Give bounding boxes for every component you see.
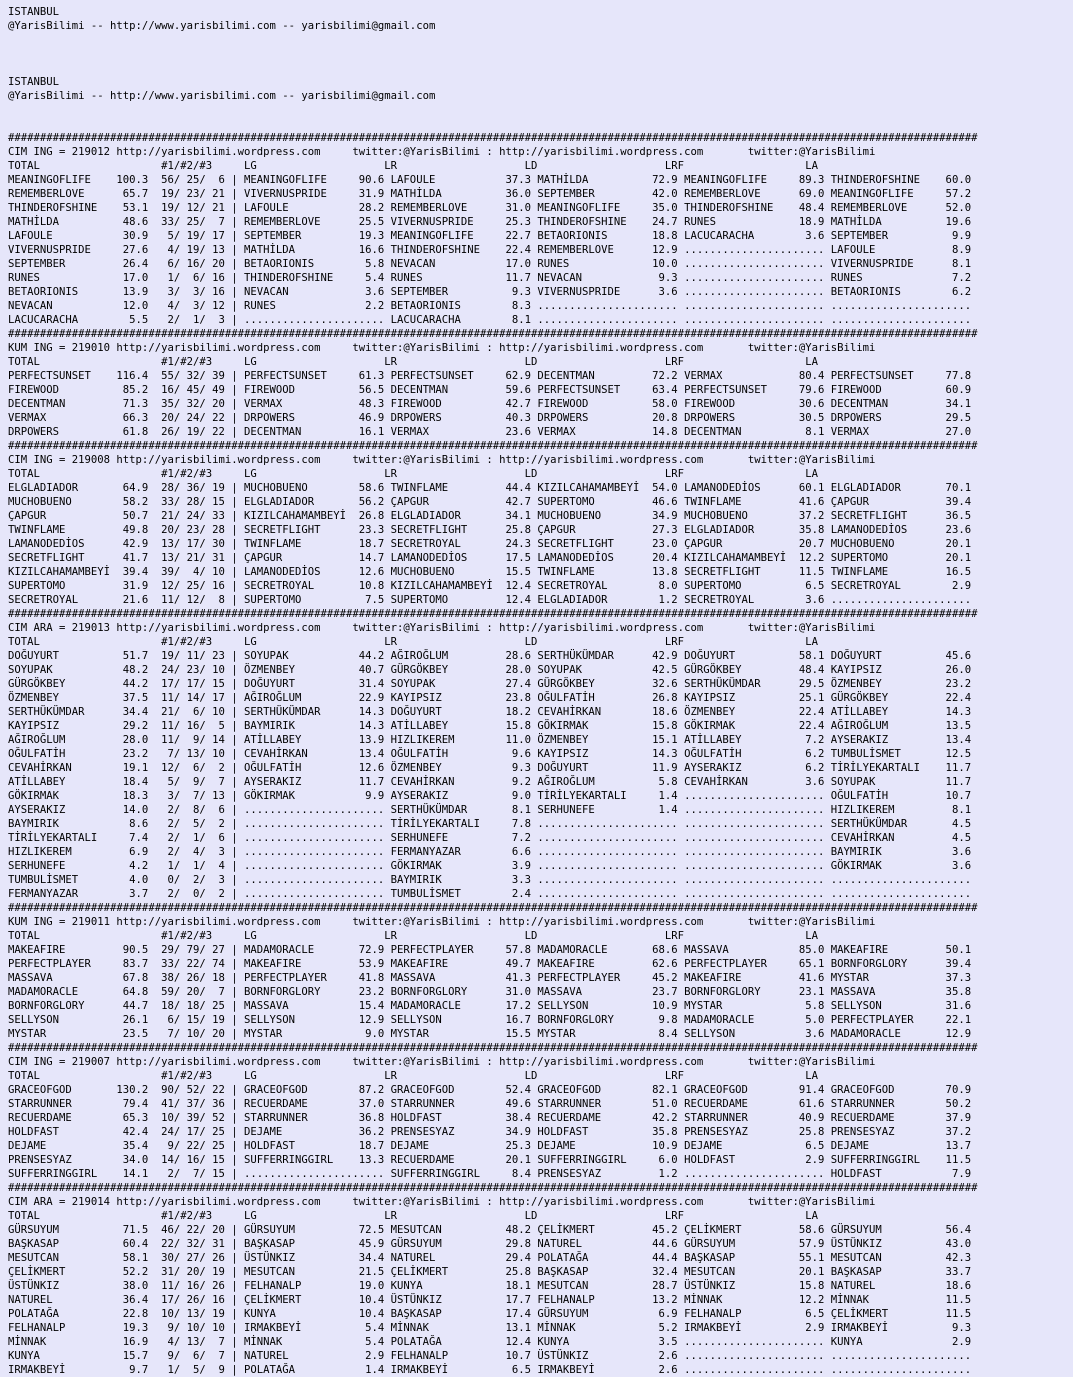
table-row: ATİLLABEY 18.4 5/ 9/ 7 | AYSERAKIZ 11.7 CEVAHİRKAN 9.2 AĞIROĞLUM 5.8 CEVAHİRKAN 3.6 SOYUPAK 11.7: [8, 776, 972, 788]
table-row: AYSERAKIZ 14.0 2/ 8/ 6 | ...................... SERTHÜKÜMDAR 8.1 SERHUNEFE 1.4 ...................... HIZLIKEREM 8.1: [8, 804, 972, 816]
table-row: POLATAĞA 22.8 10/ 13/ 19 | KUNYA 10.4 BAŞKASAP 17.4 GÜRSUYUM 6.9 FELHANALP 6.5 ÇELİKMERT 11.5: [8, 1308, 972, 1320]
table-row: HIZLIKEREM 6.9 2/ 4/ 3 | ...................... FERMANYAZAR 6.6 ...................... ...................... BAYMIRIK 3.6: [8, 846, 972, 858]
table-row: TİRİLYEKARTALI 7.4 2/ 1/ 6 | ...................... SERHUNEFE 7.2 ...................... ...................... CEVAHİRKAN 4.5: [8, 832, 972, 844]
table-row: FIREWOOD 85.2 16/ 45/ 49 | FIREWOOD 56.5 DECENTMAN 59.6 PERFECTSUNSET 63.4 PERFECTSUNSET 79.6 FIREWOOD 60.9: [8, 384, 972, 396]
table-row: FELHANALP 19.3 9/ 10/ 10 | IRMAKBEYİ 5.4 MİNNAK 13.1 MİNNAK 5.2 IRMAKBEYİ 2.9 IRMAKBEYİ 9.3: [8, 1322, 972, 1334]
table-row: VIVERNUSPRIDE 27.6 4/ 19/ 13 | MATHİLDA 16.6 THINDEROFSHINE 22.4 REMEMBERLOVE 12.9 ...................... LAFOULE 8.9: [8, 244, 972, 256]
table-row: LAMANODEDİOS 42.9 13/ 17/ 30 | TWINFLAME 18.7 SECRETROYAL 24.3 SECRETFLIGHT 23.0 ÇAPGUR 20.7 MUCHOBUENO 20.1: [8, 538, 972, 550]
table-row: GRACEOFGOD 130.2 90/ 52/ 22 | GRACEOFGOD 87.2 GRACEOFGOD 52.4 GRACEOFGOD 82.1 GRACEOFGOD 91.4 GRACEOFGOD 70.9: [8, 1084, 972, 1096]
table-row: MASSAVA 67.8 38/ 26/ 18 | PERFECTPLAYER 41.8 MASSAVA 41.3 PERFECTPLAYER 45.2 MAKEAFIRE 41.6 MYSTAR 37.3: [8, 972, 972, 984]
table-row: MAKEAFIRE 90.5 29/ 79/ 27 | MADAMORACLE 72.9 PERFECTPLAYER 57.8 MADAMORACLE 68.6 MASSAVA 85.0 MAKEAFIRE 50.1: [8, 944, 972, 956]
table-row: SUFFERRINGGIRL 14.1 2/ 7/ 15 | ...................... SUFFERRINGGIRL 8.4 PRENSESYAZ 1.2 ...................... HOLDFAST 7.9: [8, 1168, 972, 1180]
table-row: VERMAX 66.3 20/ 24/ 22 | DRPOWERS 46.9 DRPOWERS 40.3 DRPOWERS 20.8 DRPOWERS 30.5 DRPOWERS 29.5: [8, 412, 972, 424]
table-row: DOĞUYURT 51.7 19/ 11/ 23 | SOYUPAK 44.2 AĞIROĞLUM 28.6 SERTHÜKÜMDAR 42.9 DOĞUYURT 58.1 DOĞUYURT 45.6: [8, 650, 972, 662]
table-row: IRMAKBEYİ 9.7 1/ 5/ 9 | POLATAĞA 1.4 IRMAKBEYİ 6.5 IRMAKBEYİ 2.6 ...................... ......................: [8, 1364, 972, 1376]
table-row: THINDEROFSHINE 53.1 19/ 12/ 21 | LAFOULE 28.2 REMEMBERLOVE 31.0 MEANINGOFLIFE 35.0 THINDEROFSHINE 48.4 REMEMBERLOVE 52.0: [8, 202, 972, 214]
section-separator: ########################################################################################################################################################: [8, 608, 978, 620]
column-header: TOTAL #1/#2/#3 LG LR LD LRF LA: [8, 1210, 819, 1222]
section-title: CIM ING = 219007 http://yarisbilimi.wordpress.com twitter:@YarisBilimi : http://yarisbilimi.wordpress.com twitter:@YarisBilimi: [8, 1056, 876, 1068]
table-row: PERFECTPLAYER 83.7 33/ 22/ 74 | MAKEAFIRE 53.9 MAKEAFIRE 49.7 MAKEAFIRE 62.6 PERFECTPLAYER 65.1 BORNFORGLORY 39.4: [8, 958, 972, 970]
header-line: [8, 33, 1073, 47]
table-row: NEVACAN 12.0 4/ 3/ 12 | RUNES 2.2 BETAORIONIS 8.3 ...................... ...................... ......................: [8, 300, 972, 312]
table-row: SERHUNEFE 4.2 1/ 1/ 4 | ...................... GÖKIRMAK 3.9 ...................... ...................... GÖKIRMAK 3.6: [8, 860, 972, 872]
table-row: SECRETFLIGHT 41.7 13/ 21/ 31 | ÇAPGUR 14.7 LAMANODEDİOS 17.5 LAMANODEDİOS 20.4 KIZILCAHAMAMBEYİ 12.2 SUPERTOMO 20.1: [8, 552, 972, 564]
table-row: SERTHÜKÜMDAR 34.4 21/ 6/ 10 | SERTHÜKÜMDAR 14.3 DOĞUYURT 18.2 CEVAHİRKAN 18.6 ÖZMENBEY 22.4 ATİLLABEY 14.3: [8, 706, 972, 718]
header-line: [8, 47, 1073, 61]
table-row: GÖKIRMAK 18.3 3/ 7/ 13 | GÖKIRMAK 9.9 AYSERAKIZ 9.0 TİRİLYEKARTALI 1.4 ...................... OĞULFATİH 10.7: [8, 790, 972, 802]
table-row: ÇELİKMERT 52.2 31/ 20/ 19 | MESUTCAN 21.5 ÇELİKMERT 25.8 BAŞKASAP 32.4 MESUTCAN 20.1 BAŞKASAP 33.7: [8, 1266, 972, 1278]
column-header: TOTAL #1/#2/#3 LG LR LD LRF LA: [8, 356, 819, 368]
table-row: LAFOULE 30.9 5/ 19/ 17 | SEPTEMBER 19.3 MEANINGOFLIFE 22.7 BETAORIONIS 18.8 LACUCARACHA 3.6 SEPTEMBER 9.9: [8, 230, 972, 242]
table-row: SEPTEMBER 26.4 6/ 16/ 20 | BETAORIONIS 5.8 NEVACAN 17.0 RUNES 10.0 ...................... VIVERNUSPRIDE 8.1: [8, 258, 972, 270]
table-row: BAŞKASAP 60.4 22/ 32/ 31 | BAŞKASAP 45.9 GÜRSUYUM 29.8 NATUREL 44.6 GÜRSUYUM 57.9 ÜSTÜNKIZ 43.0: [8, 1238, 972, 1250]
table-row: DEJAME 35.4 9/ 22/ 25 | HOLDFAST 18.7 DEJAME 25.3 DEJAME 10.9 DEJAME 6.5 DEJAME 13.7: [8, 1140, 972, 1152]
table-row: SOYUPAK 48.2 24/ 23/ 10 | ÖZMENBEY 40.7 GÜRGÖKBEY 28.0 SOYUPAK 42.5 GÜRGÖKBEY 48.4 KAYIPSIZ 26.0: [8, 664, 972, 676]
section-separator: ########################################################################################################################################################: [8, 440, 978, 452]
table-row: SUPERTOMO 31.9 12/ 25/ 16 | SECRETROYAL 10.8 KIZILCAHAMAMBEYİ 12.4 SECRETROYAL 8.0 SUPERTOMO 6.5 SECRETROYAL 2.9: [8, 580, 972, 592]
section-title: CIM ING = 219008 http://yarisbilimi.wordpress.com twitter:@YarisBilimi : http://yarisbilimi.wordpress.com twitter:@YarisBilimi: [8, 454, 876, 466]
table-row: MADAMORACLE 64.8 59/ 20/ 7 | BORNFORGLORY 23.2 BORNFORGLORY 31.0 MASSAVA 23.7 BORNFORGLORY 23.1 MASSAVA 35.8: [8, 986, 972, 998]
table-row: GÜRGÖKBEY 44.2 17/ 17/ 15 | DOĞUYURT 31.4 SOYUPAK 27.4 GÜRGÖKBEY 32.6 SERTHÜKÜMDAR 29.5 ÖZMENBEY 23.2: [8, 678, 972, 690]
table-row: TWINFLAME 49.8 20/ 23/ 28 | SECRETFLIGHT 23.3 SECRETFLIGHT 25.8 ÇAPGUR 27.3 ELGLADIADOR 35.8 LAMANODEDİOS 23.6: [8, 524, 972, 536]
table-row: BORNFORGLORY 44.7 18/ 18/ 25 | MASSAVA 15.4 MADAMORACLE 17.2 SELLYSON 10.9 MYSTAR 5.8 SELLYSON 31.6: [8, 1000, 972, 1012]
header-line: ISTANBUL: [8, 76, 60, 88]
section-title: KUM ING = 219011 http://yarisbilimi.wordpress.com twitter:@YarisBilimi : http://yarisbilimi.wordpress.com twitter:@YarisBilimi: [8, 916, 876, 928]
header-line: [8, 61, 1073, 75]
table-row: DRPOWERS 61.8 26/ 19/ 22 | DECENTMAN 16.1 VERMAX 23.6 VERMAX 14.8 DECENTMAN 8.1 VERMAX 27.0: [8, 426, 972, 438]
section-title: CIM ARA = 219013 http://yarisbilimi.wordpress.com twitter:@YarisBilimi : http://yarisbilimi.wordpress.com twitter:@YarisBilimi: [8, 622, 876, 634]
column-header: TOTAL #1/#2/#3 LG LR LD LRF LA: [8, 636, 819, 648]
table-row: PERFECTSUNSET 116.4 55/ 32/ 39 | PERFECTSUNSET 61.3 PERFECTSUNSET 62.9 DECENTMAN 72.2 VERMAX 80.4 PERFECTSUNSET 77.8: [8, 370, 972, 382]
table-row: KAYIPSIZ 29.2 11/ 16/ 5 | BAYMIRIK 14.3 ATİLLABEY 15.8 GÖKIRMAK 15.8 GÖKIRMAK 22.4 AĞIROĞLUM 13.5: [8, 720, 972, 732]
section-separator: ########################################################################################################################################################: [8, 1042, 978, 1054]
table-row: STARRUNNER 79.4 41/ 37/ 36 | RECUERDAME 37.0 STARRUNNER 49.6 STARRUNNER 51.0 RECUERDAME 61.6 STARRUNNER 50.2: [8, 1098, 972, 1110]
table-row: ELGLADIADOR 64.9 28/ 36/ 19 | MUCHOBUENO 58.6 TWINFLAME 44.4 KIZILCAHAMAMBEYİ 54.0 LAMANODEDİOS 60.1 ELGLADIADOR 70.1: [8, 482, 972, 494]
table-row: GÜRSUYUM 71.5 46/ 22/ 20 | GÜRSUYUM 72.5 MESUTCAN 48.2 ÇELİKMERT 45.2 ÇELİKMERT 58.6 GÜRSUYUM 56.4: [8, 1224, 972, 1236]
table-row: PRENSESYAZ 34.0 14/ 16/ 15 | SUFFERRINGGIRL 13.3 RECUERDAME 20.1 SUFFERRINGGIRL 6.0 HOLDFAST 2.9 SUFFERRINGGIRL 11.5: [8, 1154, 972, 1166]
table-row: AĞIROĞLUM 28.0 11/ 9/ 14 | ATİLLABEY 13.9 HIZLIKEREM 11.0 ÖZMENBEY 15.1 ATİLLABEY 7.2 AYSERAKIZ 13.4: [8, 734, 972, 746]
table-row: RUNES 17.0 1/ 6/ 16 | THINDEROFSHINE 5.4 RUNES 11.7 NEVACAN 9.3 ...................... RUNES 7.2: [8, 272, 972, 284]
section-title: CIM ING = 219012 http://yarisbilimi.wordpress.com twitter:@YarisBilimi : http://yarisbilimi.wordpress.com twitter:@YarisBilimi: [8, 146, 876, 158]
table-row: KIZILCAHAMAMBEYİ 39.4 39/ 4/ 10 | LAMANODEDİOS 12.6 MUCHOBUENO 15.5 TWINFLAME 13.8 SECRETFLIGHT 11.5 TWINFLAME 16.5: [8, 566, 972, 578]
table-row: TUMBULİSMET 4.0 0/ 2/ 3 | ...................... BAYMIRIK 3.3 ...................... ...................... ......................: [8, 874, 972, 886]
table-row: SELLYSON 26.1 6/ 15/ 19 | SELLYSON 12.9 SELLYSON 16.7 BORNFORGLORY 9.8 MADAMORACLE 5.0 PERFECTPLAYER 22.1: [8, 1014, 972, 1026]
table-row: MYSTAR 23.5 7/ 10/ 20 | MYSTAR 9.0 MYSTAR 15.5 MYSTAR 8.4 SELLYSON 3.6 MADAMORACLE 12.9: [8, 1028, 972, 1040]
header-line: @YarisBilimi -- http://www.yarisbilimi.com -- yarisbilimi@gmail.com: [8, 90, 436, 102]
section-separator: ########################################################################################################################################################: [8, 132, 978, 144]
table-row: MATHİLDA 48.6 33/ 25/ 7 | REMEMBERLOVE 25.5 VIVERNUSPRIDE 25.3 THINDEROFSHINE 24.7 RUNES 18.9 MATHİLDA 19.6: [8, 216, 972, 228]
table-row: BETAORIONIS 13.9 3/ 3/ 16 | NEVACAN 3.6 SEPTEMBER 9.3 VIVERNUSPRIDE 3.6 ...................... BETAORIONIS 6.2: [8, 286, 972, 298]
table-row: HOLDFAST 42.4 24/ 17/ 25 | DEJAME 36.2 PRENSESYAZ 34.9 HOLDFAST 35.8 PRENSESYAZ 25.8 PRENSESYAZ 37.2: [8, 1126, 972, 1138]
column-header: TOTAL #1/#2/#3 LG LR LD LRF LA: [8, 468, 819, 480]
table-row: MUCHOBUENO 58.2 33/ 28/ 15 | ELGLADIADOR 56.2 ÇAPGUR 42.7 SUPERTOMO 46.6 TWINFLAME 41.6 ÇAPGUR 39.4: [8, 496, 972, 508]
column-header: TOTAL #1/#2/#3 LG LR LD LRF LA: [8, 930, 819, 942]
header-line: [8, 117, 1073, 131]
section-separator: ########################################################################################################################################################: [8, 328, 978, 340]
table-row: MESUTCAN 58.1 30/ 27/ 26 | ÜSTÜNKIZ 34.4 NATUREL 29.4 POLATAĞA 44.4 BAŞKASAP 55.1 MESUTCAN 42.3: [8, 1252, 972, 1264]
section-title: KUM ING = 219010 http://yarisbilimi.wordpress.com twitter:@YarisBilimi : http://yarisbilimi.wordpress.com twitter:@YarisBilimi: [8, 342, 876, 354]
table-row: BAYMIRIK 8.6 2/ 5/ 2 | ...................... TİRİLYEKARTALI 7.8 ...................... ...................... SERTHÜKÜMDAR 4.5: [8, 818, 972, 830]
table-row: NATUREL 36.4 17/ 26/ 16 | ÇELİKMERT 10.4 ÜSTÜNKIZ 17.7 FELHANALP 13.2 MİNNAK 12.2 MİNNAK 11.5: [8, 1294, 972, 1306]
section-title: CIM ARA = 219014 http://yarisbilimi.wordpress.com twitter:@YarisBilimi : http://yarisbilimi.wordpress.com twitter:@YarisBilimi: [8, 1196, 876, 1208]
table-row: REMEMBERLOVE 65.7 19/ 23/ 21 | VIVERNUSPRIDE 31.9 MATHİLDA 36.0 SEPTEMBER 42.0 REMEMBERLOVE 69.0 MEANINGOFLIFE 57.2: [8, 188, 972, 200]
table-row: DECENTMAN 71.3 35/ 32/ 20 | VERMAX 48.3 FIREWOOD 42.7 FIREWOOD 58.0 FIREWOOD 30.6 DECENTMAN 34.1: [8, 398, 972, 410]
header-line: @YarisBilimi -- http://www.yarisbilimi.com -- yarisbilimi@gmail.com: [8, 20, 436, 32]
table-row: ÜSTÜNKIZ 38.0 11/ 16/ 26 | FELHANALP 19.0 KUNYA 18.1 MESUTCAN 28.7 ÜSTÜNKIZ 15.8 NATUREL 18.6: [8, 1280, 972, 1292]
table-row: MEANINGOFLIFE 100.3 56/ 25/ 6 | MEANINGOFLIFE 90.6 LAFOULE 37.3 MATHİLDA 72.9 MEANINGOFLIFE 89.3 THINDEROFSHINE 60.0: [8, 174, 972, 186]
section-separator: ########################################################################################################################################################: [8, 1182, 978, 1194]
table-row: ÇAPGUR 50.7 21/ 24/ 33 | KIZILCAHAMAMBEYİ 26.8 ELGLADIADOR 34.1 MUCHOBUENO 34.9 MUCHOBUENO 37.2 SECRETFLIGHT 36.5: [8, 510, 972, 522]
table-row: SECRETROYAL 21.6 11/ 12/ 8 | SUPERTOMO 7.5 SUPERTOMO 12.4 ELGLADIADOR 1.2 SECRETROYAL 3.6 ......................: [8, 594, 972, 606]
column-header: TOTAL #1/#2/#3 LG LR LD LRF LA: [8, 1070, 819, 1082]
column-header: TOTAL #1/#2/#3 LG LR LD LRF LA: [8, 160, 819, 172]
table-row: ÖZMENBEY 37.5 11/ 14/ 17 | AĞIROĞLUM 22.9 KAYIPSIZ 23.8 OĞULFATİH 26.8 KAYIPSIZ 25.1 GÜRGÖKBEY 22.4: [8, 692, 972, 704]
table-row: OĞULFATİH 23.2 7/ 13/ 10 | CEVAHİRKAN 13.4 OĞULFATİH 9.6 KAYIPSIZ 14.3 OĞULFATİH 6.2 TUMBULİSMET 12.5: [8, 748, 972, 760]
table-row: LACUCARACHA 5.5 2/ 1/ 3 | ...................... LACUCARACHA 8.1 ...................... ...................... ......................: [8, 314, 972, 326]
table-row: FERMANYAZAR 3.7 2/ 0/ 2 | ...................... TUMBULİSMET 2.4 ...................... ...................... ......................: [8, 888, 972, 900]
section-separator: ########################################################################################################################################################: [8, 902, 978, 914]
table-row: KUNYA 15.7 9/ 6/ 7 | NATUREL 2.9 FELHANALP 10.7 ÜSTÜNKIZ 2.6 ...................... ......................: [8, 1350, 972, 1362]
table-row: MİNNAK 16.9 4/ 13/ 7 | MİNNAK 5.4 POLATAĞA 12.4 KUNYA 3.5 ...................... KUNYA 2.9: [8, 1336, 972, 1348]
table-row: CEVAHİRKAN 19.1 12/ 6/ 2 | OĞULFATİH 12.6 ÖZMENBEY 9.3 DOĞUYURT 11.9 AYSERAKIZ 6.2 TİRİLYEKARTALI 11.7: [8, 762, 972, 774]
header-line: [8, 103, 1073, 117]
table-row: RECUERDAME 65.3 10/ 39/ 52 | STARRUNNER 36.8 HOLDFAST 38.4 RECUERDAME 42.2 STARRUNNER 40.9 RECUERDAME 37.9: [8, 1112, 972, 1124]
header-line: ISTANBUL: [8, 6, 60, 18]
